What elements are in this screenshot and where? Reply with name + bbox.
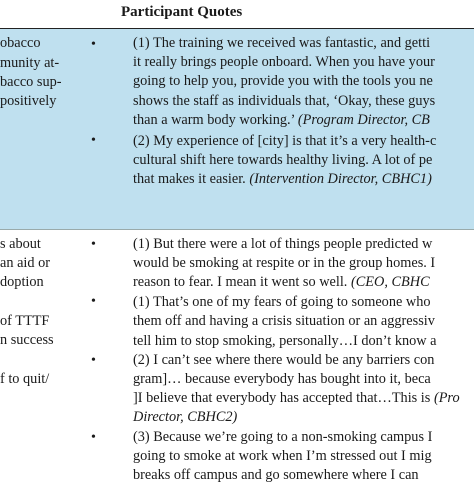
row1-quote1-line5-text: than a warm body working.’ (133, 112, 295, 128)
row2-quote2-line1: (1) That’s one of my fears of going to someone who (133, 294, 431, 310)
row2-quote3-attribution-part2: Director, CBHC2) (133, 409, 238, 425)
row2-quote1-line2: would be smoking at respite or in the group homes. I (133, 255, 436, 271)
row1-bullet-1: • (91, 37, 96, 52)
row1-quote1-attribution: (Program Director, CB (297, 112, 430, 128)
row2-quote1-line1: (1) But there were a lot of things people predicted w (133, 236, 433, 252)
row2-left-text-2: an aid or (0, 255, 51, 271)
row2-left-text-3: doption (0, 274, 44, 290)
row1-quote1-line1: (1) The training we received was fantastic, and getti (133, 35, 431, 51)
row2-left-text-4: of TTTF (0, 313, 50, 329)
row1-left-text-4: positively (0, 93, 57, 109)
row2-quote4-line2: going to smoke at work when I’m stressed out I mig (133, 448, 432, 464)
row2-left-text-5: n success (0, 332, 54, 348)
row2-left-text-1: s about (0, 236, 41, 252)
row1-bullet-2: • (91, 133, 96, 148)
row1-quote2-line3-text: that makes it easier. (133, 171, 246, 187)
row1-quote2-line3 (133, 171, 432, 188)
row1-quote1-line3: going to help you, provide you with the tools you ne (133, 73, 433, 89)
row1-quote1-line2: it really brings people onboard. When you have your (133, 54, 435, 70)
row1-quote2-line1: (2) My experience of [city] is that it’s a very health-c (133, 133, 437, 149)
row2-quote4-line3: breaks off campus and go somewhere where I can (133, 467, 419, 483)
row2-quote3-line1: (2) I can’t see where there would be any barriers con (133, 352, 435, 368)
row1-quote1-line5 (133, 112, 430, 129)
row2-bullet-4: • (91, 430, 96, 445)
row2-quote4-line1: (3) Because we’re going to a non-smoking campus I (133, 429, 433, 445)
row1-quote2-attribution: (Intervention Director, CBHC1) (249, 171, 432, 187)
row2-quote3-line3-text: ]I believe that everybody has accepted that…This is (133, 390, 431, 406)
row2-bullet-3: • (91, 353, 96, 368)
row1-quote1-line4: shows the staff as individuals that, ‘Okay, these guys (133, 93, 436, 109)
row2-quote1-line3-text: reason to fear. I mean it went so well. (133, 274, 348, 290)
row2-quote3-line3 (133, 390, 460, 407)
row2-quote1-attribution: (CEO, CBHC (350, 274, 430, 290)
row2-quote3-line4 (133, 409, 237, 426)
row2-left-text-6: f to quit/ (0, 371, 50, 387)
row2-bullet-1: • (91, 237, 96, 252)
column-header-participant-quotes: Participant Quotes (121, 4, 243, 20)
row2-quote1-line3 (133, 274, 430, 291)
row1-quote2-line2: cultural shift here towards healthy living. A lot of pe (133, 152, 433, 168)
row1-left-text-1: obacco (0, 35, 41, 51)
row2-quote3-line2: gram]… because everybody has bought into it, beca (133, 371, 431, 387)
row1-left-text-2: munity at- (0, 55, 60, 71)
row2-quote3-attribution-part1: (Pro (433, 390, 460, 406)
row2-bullet-2: • (91, 294, 96, 309)
row1-left-text-3: bacco sup- (0, 74, 62, 90)
row2-quote2-line2: them off and having a crisis situation or an aggressiv (133, 313, 435, 329)
row2-quote2-line3: tell him to stop smoking, personally…I don’t know a (133, 333, 437, 349)
